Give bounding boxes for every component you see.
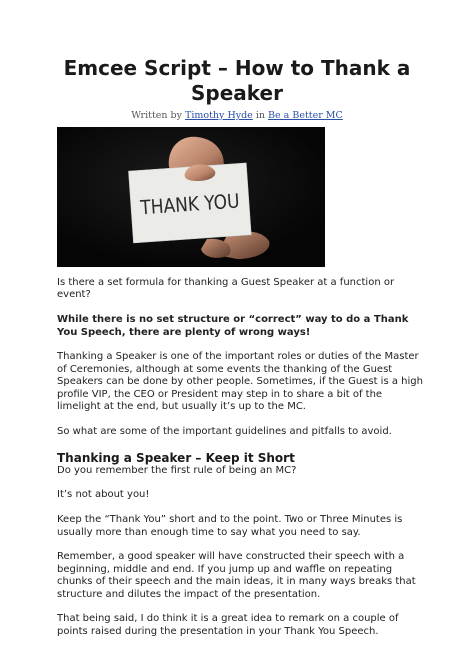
paragraph-not-about-you: It’s not about you!: [57, 489, 150, 501]
paragraph-guidelines: So what are some of the important guidelines and pitfalls to avoid.: [57, 425, 392, 437]
paragraph-intro: Is there a set formula for thanking a Guest Speaker at a function or event?: [57, 277, 395, 301]
paragraph-remark-points: That being said, I do think it is a great idea to remark on a couple of points raised during the presentation in your Thank You Speech.: [57, 613, 399, 637]
page-title: Emcee Script – How to Thank a Speaker: [63, 56, 411, 105]
paragraph-bold-lead: While there is no set structure or “correct” way to do a Thank You Speech, there are plenty of wrong ways!: [57, 314, 409, 338]
paragraph-role: Thanking a Speaker is one of the important roles or duties of the Master of Ceremonies, although at some events the thanking of the Guest Speakers can be done by other people. Sometimes, if the Guest is a high profile VIP, the CEO or President may step in to share a bit of the limelight at the end, but usually it’s up to the MC.: [57, 351, 423, 413]
photo-illustration: [57, 127, 325, 267]
article-body: [57, 277, 427, 651]
byline-connector: in: [255, 110, 265, 121]
publication-link[interactable]: Be a Better MC: [268, 110, 343, 121]
thank-you-card-photo: [57, 127, 325, 267]
author-link[interactable]: Timothy Hyde: [185, 110, 253, 121]
paragraph-structure: Remember, a good speaker will have constructed their speech with a beginning, middle and end. If you jump up and waffle on repeating chunks of their speech and the main ideas, it in many ways breaks that structure and dilutes the impact of the presentation.: [57, 551, 416, 600]
paragraph-first-rule: Do you remember the first rule of being an MC?: [57, 464, 297, 476]
byline: [40, 110, 434, 121]
section-heading: Thanking a Speaker – Keep it Short: [57, 450, 295, 465]
card-text: THANK YOU: [139, 190, 241, 220]
paragraph-keep-short: Keep the “Thank You” short and to the point. Two or Three Minutes is usually more than enough time to say what you need to say.: [57, 514, 403, 538]
byline-prefix: Written by: [131, 110, 182, 121]
